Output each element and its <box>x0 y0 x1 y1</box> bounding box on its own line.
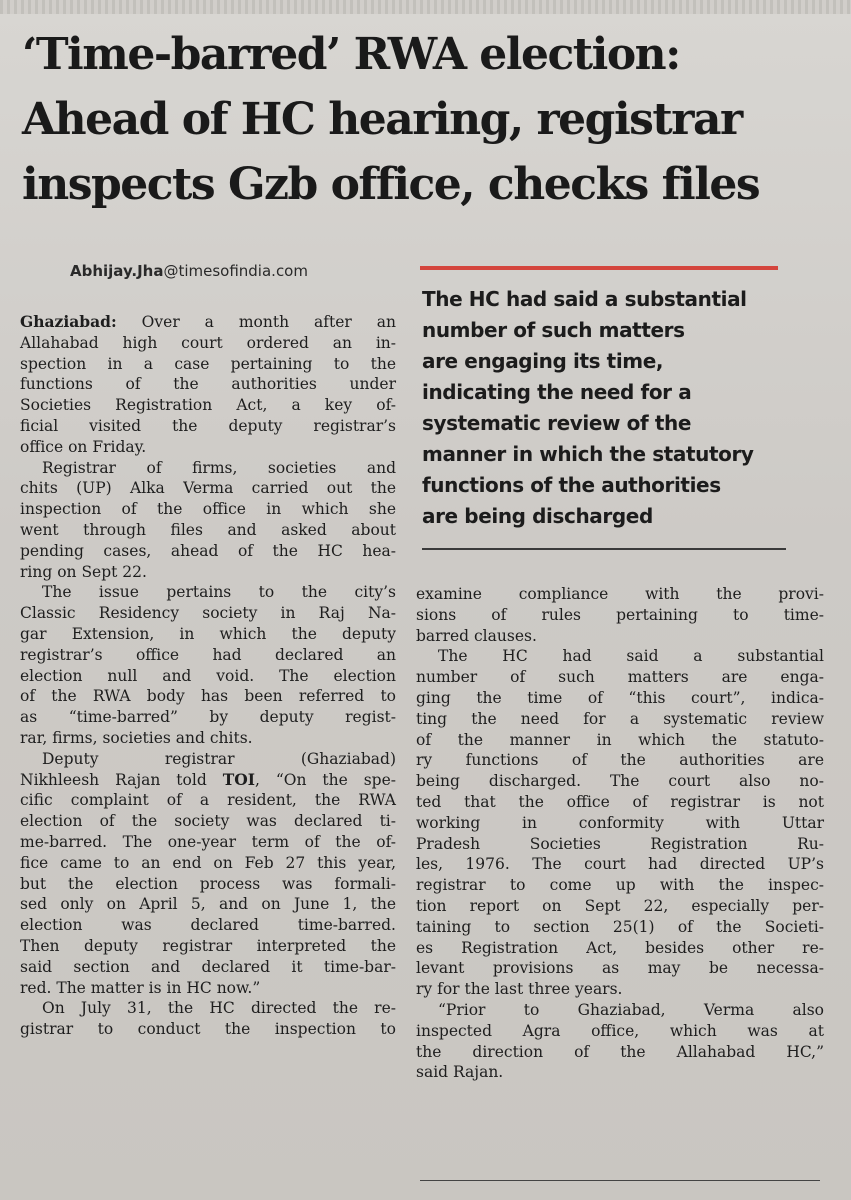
text-line: ry functions of the authorities are <box>416 751 824 770</box>
text-line: working in conformity with Uttar <box>416 813 824 832</box>
text-line: On July 31, the HC directed the re- <box>42 999 396 1018</box>
text-line: The HC had said a substantial <box>438 647 824 666</box>
text-line: examine compliance with the provi- <box>416 585 824 603</box>
text-line: tion report on Sept 22, especially per- <box>416 896 824 915</box>
article-column-left <box>20 312 396 1040</box>
pull-quote-line: are being discharged <box>422 504 653 528</box>
text-line: inspected Agra office, which was at <box>416 1021 824 1040</box>
pull-quote-bottom-rule <box>422 548 786 550</box>
text-line: Allahabad high court ordered an in- <box>20 333 396 352</box>
text-line: Deputy registrar (Ghaziabad) <box>42 749 396 768</box>
text-line: Registrar of firms, societies and <box>42 458 396 477</box>
text-line: ring on Sept 22. <box>20 562 147 581</box>
text-line: sed only on April 5, and on June 1, the <box>20 895 396 914</box>
text-line: red. The matter is in HC now.” <box>20 978 261 997</box>
text-line: the direction of the Allahabad HC,” <box>416 1042 824 1061</box>
text-line: rar, firms, societies and chits. <box>20 728 253 747</box>
pull-quote-line: The HC had said a substantial <box>422 287 747 311</box>
text-line: functions of the authorities under <box>20 375 396 394</box>
text-line: ging the time of “this court”, indica- <box>416 688 824 707</box>
dateline: Ghaziabad: <box>20 312 117 331</box>
pull-quote-line: systematic review of the <box>422 411 692 435</box>
headline-line: inspects Gzb office, checks files <box>22 159 760 210</box>
text-line: number of such matters are enga- <box>416 668 824 687</box>
text-line: sions of rules pertaining to time- <box>416 605 824 624</box>
pull-quote-line: indicating the need for a <box>422 380 692 404</box>
byline-domain: @timesofindia.com <box>163 262 308 280</box>
text-line: spection in a case pertaining to the <box>20 354 396 373</box>
text-line: of the RWA body has been referred to <box>20 687 396 706</box>
byline <box>70 262 308 280</box>
text-line: taining to section 25(1) of the Societi- <box>416 917 824 936</box>
headline-line: ‘Time-barred’ RWA election: <box>22 29 680 80</box>
text-line: said Rajan. <box>416 1063 504 1082</box>
previous-article-bleed <box>0 0 851 14</box>
text-line: of the manner in which the statuto- <box>416 730 824 749</box>
text-line: as “time-barred” by deputy regist- <box>20 708 396 727</box>
text-line: levant provisions as may be necessa- <box>416 959 824 978</box>
pull-quote <box>422 284 794 532</box>
text-line: Societies Registration Act, a key of- <box>20 396 396 415</box>
pull-quote-line: number of such matters <box>422 318 685 342</box>
headline <box>22 22 812 217</box>
text-line: cific complaint of a resident, the RWA <box>20 791 396 810</box>
text-line: The issue pertains to the city’s <box>42 583 396 602</box>
text-line: Classic Residency society in Raj Na- <box>20 604 396 623</box>
text-line: said section and declared it time-bar- <box>20 957 396 976</box>
article-column-right <box>416 584 824 1083</box>
text-line: me-barred. The one-year term of the of- <box>20 832 396 851</box>
text-line: Nikhleesh Rajan told TOI, “On the spe- <box>20 769 397 789</box>
byline-name: Abhijay.Jha <box>70 262 164 280</box>
toi-mention: TOI <box>222 769 255 789</box>
headline-line: Ahead of HC hearing, registrar <box>22 94 742 145</box>
pull-quote-line: are engaging its time, <box>422 349 664 373</box>
text-line: Then deputy registrar interpreted the <box>20 936 396 955</box>
text-line: registrar to come up with the inspec- <box>416 876 824 895</box>
text-line: election of the society was declared ti- <box>20 812 396 831</box>
text-line: ficial visited the deputy registrar’s <box>20 416 396 435</box>
text-line: but the election process was formali- <box>20 874 396 893</box>
text-line: being discharged. The court also no- <box>416 772 824 791</box>
text-line: registrar’s office had declared an <box>20 645 396 664</box>
text-line: went through files and asked about <box>20 520 396 539</box>
text-line: Pradesh Societies Registration Ru- <box>416 834 824 853</box>
text-line: gar Extension, in which the deputy <box>20 624 396 643</box>
text-line: election was declared time-barred. <box>20 916 396 935</box>
text-line: ting the need for a systematic review <box>416 709 824 728</box>
text-line: office on Friday. <box>20 437 147 456</box>
text-line: barred clauses. <box>416 626 537 645</box>
text-line: “Prior to Ghaziabad, Verma also <box>438 1000 824 1019</box>
pull-quote-line: functions of the authorities <box>422 473 721 497</box>
pull-quote-line: manner in which the statutory <box>422 442 754 466</box>
pull-quote-top-rule <box>420 266 778 270</box>
text-line: inspection of the office in which she <box>20 500 396 519</box>
text-line: pending cases, ahead of the HC hea- <box>20 541 396 560</box>
text-line: fice came to an end on Feb 27 this year, <box>20 853 396 872</box>
text-line: ry for the last three years. <box>416 980 623 999</box>
article-end-rule <box>420 1180 820 1181</box>
text-line: ted that the office of registrar is not <box>416 792 824 811</box>
text-line: es Registration Act, besides other re- <box>416 938 824 957</box>
text-line: Ghaziabad: Over a month after an <box>20 312 396 331</box>
text-line: gistrar to conduct the inspection to <box>20 1020 396 1039</box>
text-line: chits (UP) Alka Verma carried out the <box>20 479 396 498</box>
text-line: election null and void. The election <box>20 666 396 685</box>
text-line: les, 1976. The court had directed UP’s <box>416 855 824 874</box>
